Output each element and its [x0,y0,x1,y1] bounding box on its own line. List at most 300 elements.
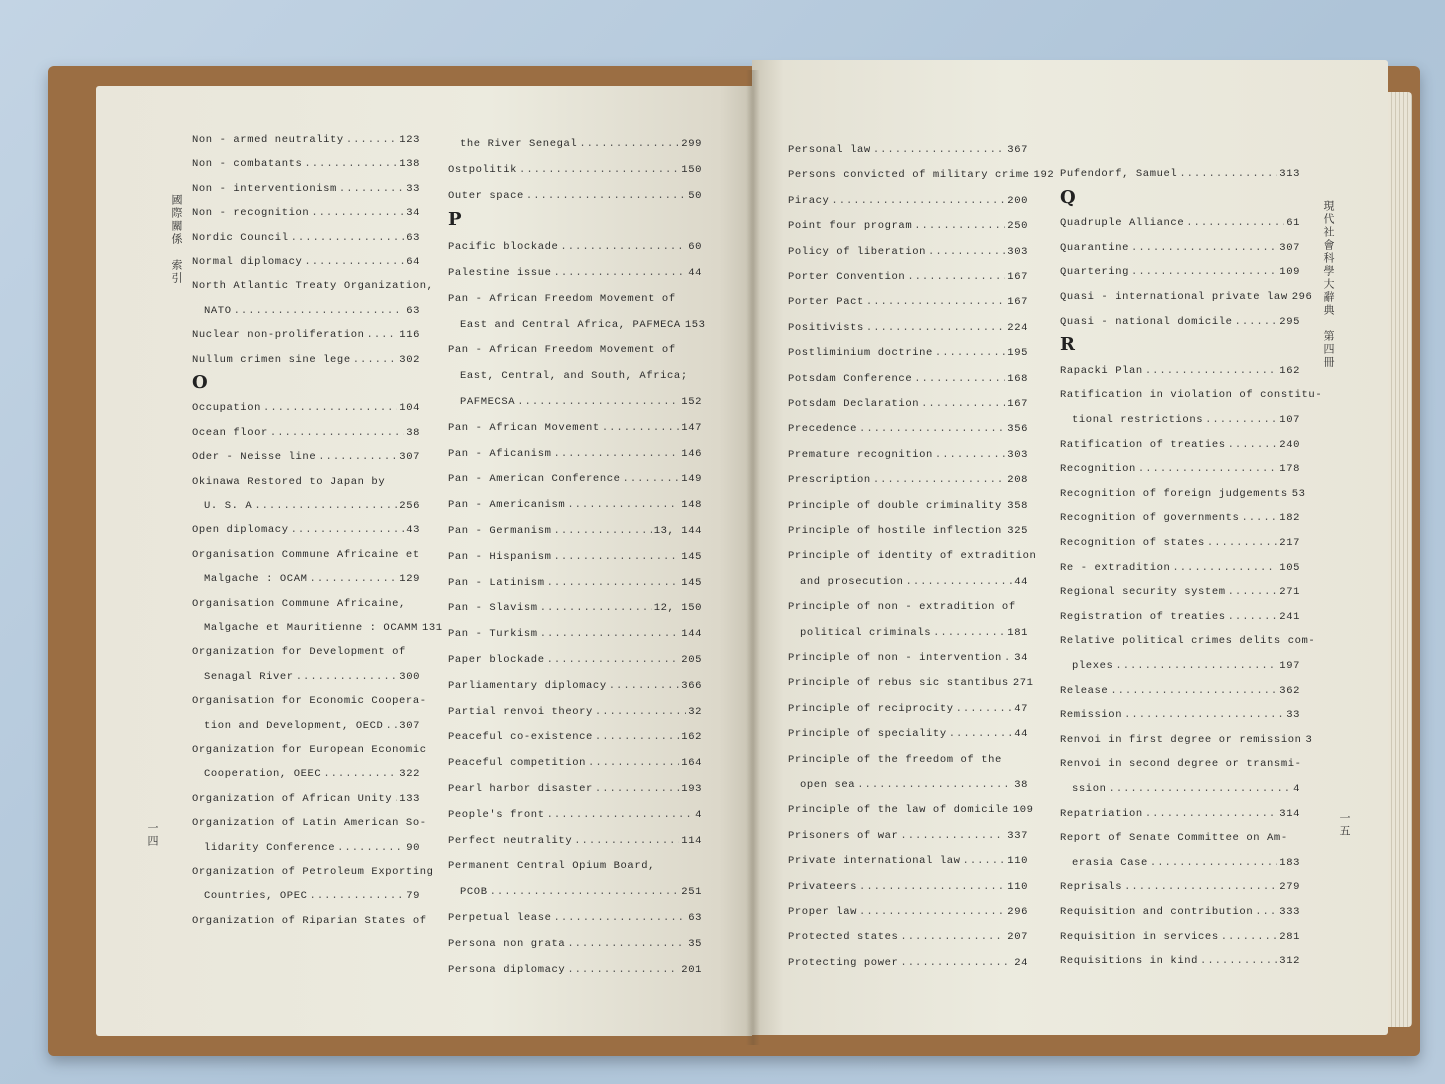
dot-leader [346,134,397,146]
index-entry [204,720,420,732]
book-gutter [746,70,760,1045]
index-entry [788,677,1034,690]
index-entry [448,525,702,537]
index-entry [1060,487,1306,500]
index-entry [204,842,420,854]
entry-term: Pan - Aficanism [448,447,552,460]
entry-term: Renvoi in second degree or transmi- [1060,758,1302,771]
index-entry [448,860,702,872]
entry-page-number: 3 [1305,733,1313,746]
index-entry [460,396,702,408]
dot-leader [296,671,398,683]
index-entry [788,246,1028,258]
dot-leader [291,524,405,536]
entry-page-number: 63 [406,304,420,317]
index-entry [448,783,702,795]
index-entry [788,271,1028,283]
entry-term: Organization for Development of [192,646,406,659]
entry-page-number: 145 [681,550,702,563]
dot-leader [928,246,1005,258]
entry-term: Privateers [788,880,858,893]
entry-term: Repatriation [1060,807,1143,820]
entry-page-number: 38 [406,426,420,439]
entry-page-number: 167 [1007,271,1028,283]
entry-page-number: 279 [1279,881,1300,894]
entry-page-number: 44 [1014,575,1028,588]
entry-page-number: 146 [681,447,702,460]
index-entry [800,576,1028,588]
entry-term: Requisitions in kind [1060,955,1199,968]
dot-leader [554,912,687,924]
entry-page-number: 271 [1012,677,1034,690]
dot-leader [540,628,680,640]
index-entry [1060,316,1300,328]
section-letter: Q [1060,186,1076,208]
dot-leader [963,855,1006,867]
dot-leader [1115,660,1277,672]
entry-page-number: 131 [421,622,443,634]
entry-term: Recognition of foreign judgements [1060,487,1288,500]
entry-term: political criminals [800,626,932,639]
entry-term: Porter Convention [788,271,906,283]
entry-term: Recognition of governments [1060,512,1240,525]
dot-leader [1124,881,1277,893]
dot-leader [1131,242,1277,254]
index-entry [204,305,420,317]
index-entry [204,500,420,512]
dot-leader [595,783,679,795]
entry-term: Principle of identity of extradition [788,550,1037,563]
dot-leader [353,354,398,366]
index-entry [192,817,427,830]
dot-leader [394,793,397,805]
index-entry [204,671,420,683]
index-entry [1072,783,1300,795]
section-letter: P [448,209,462,231]
entry-term: the River Senegal [460,138,578,150]
entry-term: Quasi - national domicile [1060,315,1233,328]
entry-term: Precedence [788,423,858,436]
index-entry [192,354,420,366]
dot-leader [310,890,405,902]
entry-term: Pan - African Freedom Movement of [448,344,676,357]
entry-term: Non - combatants [192,158,303,171]
entry-page-number: 178 [1279,463,1300,476]
dot-leader [1186,217,1284,229]
entry-term: Partial renvoi theory [448,705,593,718]
entry-term: Non - recognition [192,207,310,220]
dot-leader [270,427,404,439]
dot-leader [623,473,680,485]
entry-term: Senagal River [204,670,294,683]
dot-leader [1228,611,1278,623]
entry-term: Oder - Neisse line [192,451,317,464]
dot-leader [567,964,679,976]
entry-page-number: 148 [681,499,702,512]
entry-term: Organisation Commune Africaine et [192,548,420,561]
dot-leader [1205,414,1277,426]
entry-term: Peaceful competition [448,757,587,770]
entry-term: Principle of rebus sic stantibus [788,677,1009,690]
index-entry [788,754,1028,766]
index-entry [1060,168,1300,180]
index-entry [1060,832,1300,844]
dot-leader [579,138,679,150]
entry-page-number: 168 [1007,372,1028,385]
dot-leader [318,451,397,463]
entry-term: Ratification of treaties [1060,438,1226,451]
dot-leader [595,706,686,718]
dot-leader [1235,316,1278,328]
index-entry [460,886,702,898]
entry-term: Cooperation, OEEC [204,768,322,781]
dot-leader [1179,168,1277,180]
entry-page-number: 34 [406,207,420,220]
dot-leader [1124,709,1284,721]
entry-term: Organization of Latin American So- [192,817,427,830]
entry-term: Outer space [448,189,524,202]
index-entry [788,957,1028,969]
entry-page-number: 307 [399,451,420,464]
entry-term: Quartering [1060,266,1130,279]
index-entry [448,835,702,847]
entry-term: U. S. A [204,500,253,512]
entry-term: Nullum crimen sine lege [192,353,351,366]
dot-leader [547,809,693,821]
index-entry [788,830,1028,842]
dot-leader [547,577,680,589]
dot-leader [339,183,404,195]
dot-leader [1109,783,1292,795]
index-entry [192,744,427,756]
entry-term: Organization for European Economic [192,744,427,756]
dot-leader [935,347,1005,359]
entry-term: tional restrictions [1072,414,1204,426]
entry-term: Perpetual lease [448,912,552,924]
entry-page-number: 303 [1007,448,1028,461]
index-entry [192,232,420,244]
index-entry [448,344,702,356]
entry-term: Principle of speciality [788,728,947,741]
entry-page-number: 325 [1007,525,1028,537]
index-entry [192,256,420,268]
entry-page-number: 303 [1007,245,1028,258]
entry-page-number: 241 [1279,610,1300,623]
entry-term: Permanent Central Opium Board, [448,860,656,873]
index-entry [788,804,1034,817]
dot-leader [490,886,680,898]
section-letter: O [192,372,208,393]
index-entry [448,448,702,460]
entry-page-number: 281 [1279,930,1300,943]
dot-leader [873,144,1005,156]
index-entry [1060,881,1300,893]
index-entry [1072,414,1300,426]
index-entry [1060,217,1300,229]
dot-leader [567,938,686,950]
entry-page-number: 240 [1279,438,1300,451]
entry-term: Remission [1060,709,1123,722]
entry-term: Organization of African Unity [192,792,393,805]
index-entry [788,474,1028,486]
entry-page-number: 192 [1033,169,1055,182]
index-entry [460,370,702,382]
dot-leader [1228,586,1278,598]
entry-term: Principle of non - extradition of [788,601,1016,614]
index-entry [1060,537,1300,549]
entry-term: Paper blockade [448,654,545,666]
entry-page-number: 90 [406,841,420,854]
dot-leader [949,728,1012,740]
index-entry [192,158,420,170]
entry-page-number: 79 [406,890,420,903]
entry-page-number: 145 [681,576,702,589]
entry-page-number: 144 [681,628,702,641]
index-entry [204,622,443,634]
dot-leader [263,402,397,414]
index-entry [1060,808,1300,820]
entry-term: Premature recognition [788,448,933,461]
entry-term: Pan - Hispanism [448,550,552,563]
dot-leader [554,551,680,563]
entry-term: Organization of Petroleum Exporting [192,866,434,878]
entry-page-number: 312 [1279,955,1300,968]
index-entry [192,134,420,146]
entry-page-number: 129 [399,573,420,586]
entry-term: Potsdam Declaration [788,398,920,410]
dot-leader [1172,562,1277,574]
index-entry [1060,439,1300,451]
dot-leader [254,500,397,512]
index-entry [448,680,702,692]
entry-page-number: 50 [688,189,702,202]
entry-term: Policy of liberation [788,245,927,258]
dot-leader [1138,463,1277,475]
entry-page-number: 362 [1279,684,1300,697]
entry-page-number: 110 [1007,880,1028,893]
index-entry [448,964,702,976]
entry-term: lidarity Conference [204,841,336,854]
index-entry [1060,562,1300,574]
entry-term: Open diplomacy [192,524,289,537]
entry-term: Registration of treaties [1060,610,1226,623]
dot-leader [291,232,405,244]
entry-page-number: 193 [681,783,702,795]
index-entry [788,220,1028,232]
entry-term: Ostpolitik [448,163,518,176]
index-entry [800,779,1028,791]
entry-page-number: 205 [681,654,702,666]
dot-leader [234,305,405,317]
dot-leader [1145,808,1277,820]
entry-page-number: 366 [681,679,702,692]
index-entry [448,473,702,485]
index-entry [448,293,702,305]
entry-term: Malgache : OCAM [204,573,308,586]
entry-term: Organisation for Economic Coopera- [192,695,427,708]
entry-term: People's front [448,808,545,821]
entry-page-number: 295 [1279,315,1300,328]
dot-leader [859,906,1005,918]
dot-leader [900,931,1005,943]
dot-leader [1228,439,1278,451]
entry-term: Occupation [192,402,262,415]
dot-leader [1145,365,1277,377]
entry-term: Ratification in violation of constitu- [1060,389,1323,402]
dot-leader [935,449,1005,461]
dot-leader [1004,525,1005,537]
entry-term: Countries, OPEC [204,890,308,903]
index-entry [1060,242,1300,254]
entry-page-number: 44 [688,267,702,279]
dot-leader [540,602,652,614]
entry-page-number: 356 [1007,423,1028,436]
dot-leader [859,881,1005,893]
index-entry [788,550,1037,563]
entry-page-number: 333 [1279,906,1300,918]
index-entry [192,598,420,610]
index-entry [788,398,1028,410]
index-entry [788,144,1028,156]
entry-term: Malgache et Mauritienne : OCAMM [204,622,418,634]
index-entry [788,423,1028,435]
index-entry [800,627,1028,639]
entry-page-number: 167 [1007,296,1028,309]
entry-term: Reprisals [1060,881,1123,894]
index-entry [788,881,1028,893]
dot-leader [873,474,1005,486]
entry-page-number: 44 [1014,728,1028,741]
dot-leader [310,573,398,585]
dot-leader [595,731,679,743]
entry-term: Release [1060,684,1109,697]
entry-term: Ocean floor [192,426,268,439]
index-entry [448,654,702,666]
entry-page-number: 53 [1291,487,1306,500]
entry-page-number: 63 [406,231,420,244]
index-entry [788,601,1028,613]
dot-leader [304,256,404,268]
entry-page-number: 114 [681,834,702,847]
index-entry [448,267,702,279]
entry-term: Non - armed neutrality [192,134,344,146]
index-entry [192,451,420,463]
entry-term: Persona non grata [448,937,566,950]
left-folio: 一四 [146,822,159,848]
entry-page-number: 109 [1279,266,1300,279]
index-entry [448,602,702,614]
entry-term: Regional security system [1060,586,1226,599]
index-entry [192,793,420,805]
entry-term: Personal law [788,144,871,156]
entry-term: Proper law [788,906,858,918]
entry-page-number: 367 [1007,144,1028,156]
entry-term: Principle of non - intervention [788,652,1002,664]
entry-page-number: 251 [681,886,702,899]
index-entry [788,195,1028,207]
entry-page-number: 358 [1007,499,1028,512]
entry-page-number: 307 [399,719,420,732]
entry-term: Normal diplomacy [192,256,303,268]
dot-leader [519,164,679,176]
entry-term: Re - extradition [1060,561,1171,574]
entry-page-number: 337 [1007,829,1028,842]
entry-page-number: 195 [1007,347,1028,360]
entry-term: Quarantine [1060,241,1130,254]
dot-leader [1221,931,1278,943]
entry-page-number: 47 [1014,702,1028,715]
entry-term: PAFMECSA [460,396,516,408]
entry-page-number: 61 [1286,217,1300,230]
entry-page-number: 34 [1014,652,1028,664]
entry-term: Nordic Council [192,231,289,244]
entry-term: Requisition and contribution [1060,906,1254,918]
index-entry [1060,463,1300,475]
entry-term: Pufendorf, Samuel [1060,168,1178,180]
index-entry [1060,266,1300,278]
entry-term: Piracy [788,194,830,207]
entry-page-number: 200 [1007,194,1028,207]
right-page [752,60,1388,1035]
entry-term: Okinawa Restored to Japan by [192,475,386,488]
index-entry [1072,660,1300,672]
entry-page-number: 64 [406,256,420,268]
dot-leader [1207,537,1277,549]
entry-page-number: 60 [688,241,702,254]
dot-leader [866,296,1005,308]
entry-term: Principle of hostile inflection [788,525,1002,537]
entry-term: Palestine issue [448,267,552,279]
entry-term: Organization of Riparian States of [192,914,427,927]
entry-page-number: 105 [1279,561,1300,574]
index-entry [788,296,1028,308]
entry-page-number: 313 [1279,168,1300,180]
index-entry [448,164,702,176]
entry-term: tion and Development, OECD [204,719,384,732]
index-entry [788,703,1028,715]
dot-leader [933,627,1005,639]
entry-page-number: 33 [1286,709,1300,722]
index-entry [1072,857,1300,869]
entry-term: Organisation Commune Africaine, [192,597,406,610]
entry-page-number: 32 [688,705,702,718]
entry-page-number: 271 [1279,586,1300,599]
index-entry [1060,709,1300,721]
index-entry [192,280,434,293]
dot-leader [567,499,679,511]
entry-page-number: 208 [1007,474,1028,487]
index-entry [192,524,420,536]
entry-term: Private international law [788,855,961,868]
index-entry [1060,733,1313,746]
entry-term: Principle of double criminality [788,499,1002,512]
dot-leader [385,720,397,732]
entry-term: Pan - American Conference [448,473,621,486]
index-entry [192,695,427,708]
entry-term: Pacific blockade [448,241,559,254]
entry-term: Pearl harbor disaster [448,783,593,795]
dot-leader [602,422,679,434]
index-entry [204,573,420,585]
index-entry [788,931,1028,943]
entry-term: Principle of the law of domicile [788,804,1009,817]
entry-page-number: 35 [688,937,702,950]
dot-leader [907,271,1005,283]
index-entry [788,169,1055,182]
index-entry [192,427,420,439]
entry-term: Point four program [788,220,913,233]
index-entry [192,646,420,658]
